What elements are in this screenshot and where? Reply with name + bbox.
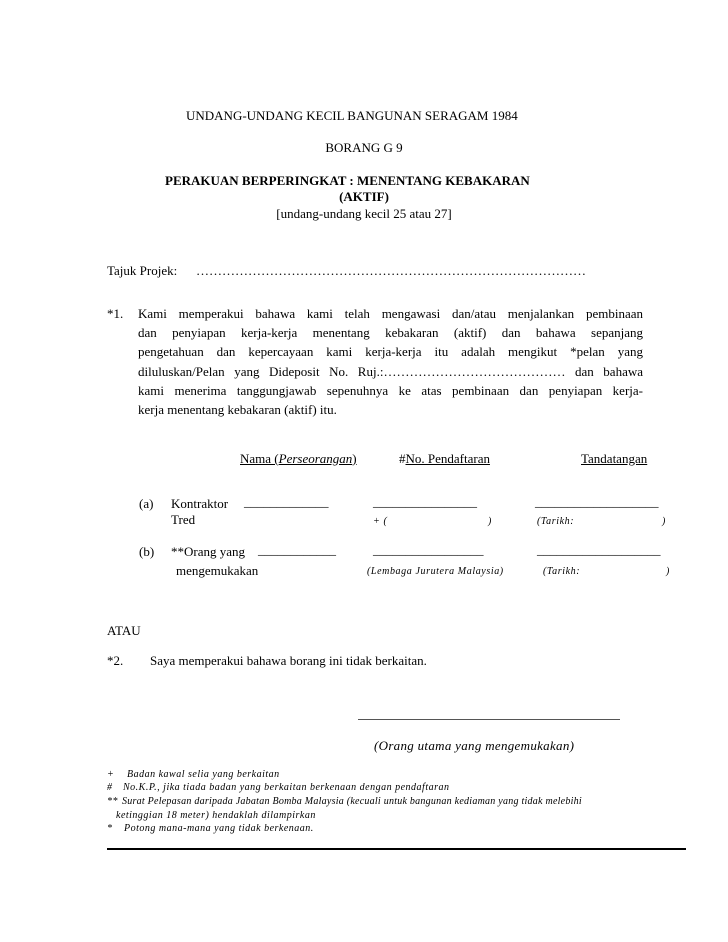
row-b-marker: (b) bbox=[139, 544, 155, 559]
row-b-label: **Orang yang bbox=[171, 544, 246, 559]
footnote-mark: # bbox=[107, 782, 113, 793]
clause-1-number: *1. bbox=[107, 306, 124, 321]
clause-2-text: Saya memperakui bahawa borang ini tidak berkaitan. bbox=[150, 653, 427, 668]
project-label: Tajuk Projek: bbox=[107, 263, 178, 278]
signatory-label: (Orang utama yang mengemukakan) bbox=[374, 738, 575, 753]
form-reference: [undang-undang kecil 25 atau 27] bbox=[276, 206, 452, 221]
row-a-reg-note-open: + ( bbox=[373, 516, 388, 527]
clause-1-line: kami menerima tanggungjawab sepenuhnya ke atas pembinaan dan penyiapan kerja- bbox=[138, 382, 643, 398]
row-a-name-field[interactable]: _____________ bbox=[244, 494, 329, 509]
footnote-mark: + bbox=[107, 769, 115, 780]
row-b-signature-field[interactable]: ___________________ bbox=[537, 542, 661, 557]
signatory-signature-line[interactable] bbox=[358, 719, 620, 720]
footnote-text: Badan kawal selia yang berkaitan bbox=[127, 769, 280, 780]
footnote-text: Potong mana-mana yang tidak berkenaan. bbox=[124, 823, 314, 834]
column-signature-header: Tandatangan bbox=[581, 451, 648, 466]
clause-1-line: Kami memperakui bahawa kami telah mengawasi dan/atau menjalankan pembinaan bbox=[138, 306, 643, 321]
form-title: PERAKUAN BERPERINGKAT : MENENTANG KEBAKARAN bbox=[165, 173, 530, 188]
footnote-text: ketinggian 18 meter) hendaklah dilampirkan bbox=[116, 810, 316, 821]
column-name-italic: Perseorangan bbox=[278, 451, 353, 466]
hash-mark: # bbox=[399, 451, 406, 466]
row-a-label-2: Tred bbox=[171, 512, 196, 527]
project-field[interactable]: ……………………………………………………………………………… bbox=[196, 263, 586, 278]
bottom-rule bbox=[107, 848, 686, 850]
row-b-name-field[interactable]: ____________ bbox=[258, 542, 336, 557]
row-b-label-2: mengemukakan bbox=[176, 563, 259, 578]
footnote-mark: * bbox=[107, 823, 113, 834]
row-a-signature-field[interactable]: ___________________ bbox=[535, 494, 659, 509]
row-a-date-close: ) bbox=[662, 516, 666, 527]
column-name-header bbox=[240, 451, 357, 467]
clause-2-number: *2. bbox=[107, 653, 124, 668]
clause-1-line: kerja menentang kebakaran (aktif) itu. bbox=[138, 402, 337, 418]
row-b-date-close: ) bbox=[666, 566, 670, 577]
form-number: BORANG G 9 bbox=[325, 140, 403, 155]
row-b-reg-note: (Lembaga Jurutera Malaysia) bbox=[367, 566, 504, 577]
row-a-marker: (a) bbox=[139, 496, 154, 511]
footnote-text: No.K.P., jika tiada badan yang berkaitan berkenaan dengan pendaftaran bbox=[123, 782, 450, 793]
row-b-date-open: (Tarikh: bbox=[543, 566, 581, 577]
or-label: ATAU bbox=[107, 623, 141, 638]
footnote-text: Surat Pelepasan daripada Jabatan Bomba Malaysia (kecuali untuk bangunan kediaman yang tidak melebihi bbox=[122, 796, 582, 807]
row-a-date-open: (Tarikh: bbox=[537, 516, 575, 527]
row-b-registration-field[interactable]: _________________ bbox=[373, 542, 484, 557]
act-title: UNDANG-UNDANG KECIL BANGUNAN SERAGAM 1984 bbox=[186, 108, 518, 123]
column-name-suffix: ) bbox=[352, 451, 357, 466]
clause-1-line: diluluskan/Pelan yang Dideposit No. Ruj.:…………………………………… dan bahawa bbox=[138, 363, 643, 379]
clause-1-text bbox=[138, 304, 643, 419]
registration-label: No. Pendaftaran bbox=[405, 451, 490, 466]
column-name-prefix: Nama ( bbox=[240, 451, 279, 466]
clause-1-line: pengetahuan dan kepercayaan kami kerja-kerja itu adalah mengikut *pelan yang bbox=[138, 344, 643, 360]
row-a-registration-field[interactable]: ________________ bbox=[373, 494, 477, 509]
row-a-reg-note-close: ) bbox=[488, 516, 492, 527]
footnote-mark: ** bbox=[107, 796, 118, 807]
form-subtitle: (AKTIF) bbox=[339, 189, 389, 204]
column-registration-header bbox=[399, 451, 490, 467]
row-a-label: Kontraktor bbox=[171, 496, 229, 511]
clause-1-line: dan penyiapan kerja-kerja menentang kebakaran (aktif) dan bahawa sepanjang bbox=[138, 325, 643, 341]
